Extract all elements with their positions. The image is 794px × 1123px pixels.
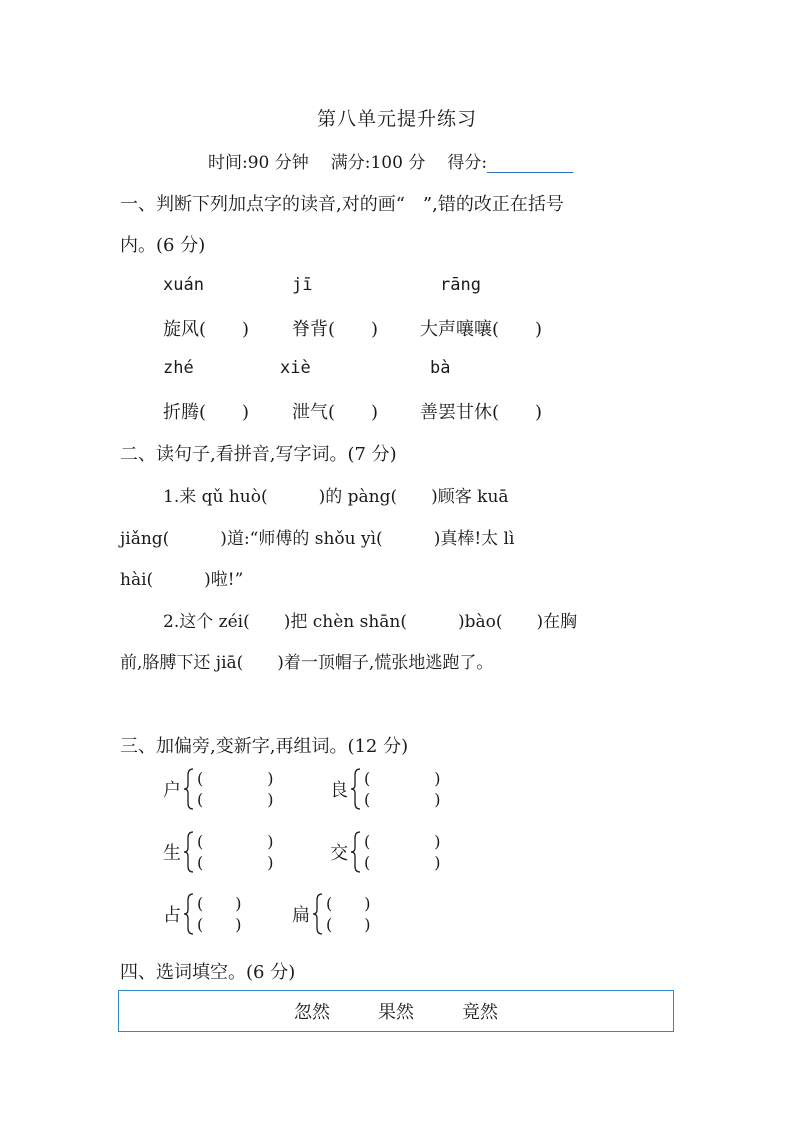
word-item: 旋风( ) xyxy=(163,319,250,340)
full-score: 满分:100 分 xyxy=(330,153,426,173)
word-option: 果然 xyxy=(378,1002,414,1023)
answer-blank[interactable]: ( ) xyxy=(197,832,274,851)
time-limit: 时间:90 分钟 xyxy=(208,153,309,173)
radical-item xyxy=(163,767,274,811)
answer-blank[interactable]: ( ) xyxy=(364,832,441,851)
q3-heading: 三、加偏旁,变新字,再组词。(12 分) xyxy=(120,736,409,757)
exam-meta xyxy=(208,148,573,173)
pinyin: xiè xyxy=(280,358,311,378)
page-title: 第八单元提升练习 xyxy=(316,108,477,130)
score-blank[interactable] xyxy=(487,152,573,173)
brace-icon xyxy=(182,830,196,874)
word-bank xyxy=(118,990,674,1032)
score-label: 得分: xyxy=(447,153,488,173)
base-char: 扁 xyxy=(292,905,310,926)
word-item: 善罢甘休( ) xyxy=(420,402,543,423)
q2-line: 前,胳膊下还 jiā( )着一顶帽子,慌张地逃跑了。 xyxy=(120,653,494,673)
word-option: 忽然 xyxy=(294,1002,330,1023)
brace-icon xyxy=(349,767,363,811)
pinyin: rāng xyxy=(440,275,481,295)
q2-line: jiǎng( )道:“师傅的 shǒu yì( )真棒!太 lì xyxy=(120,529,515,549)
answer-blank[interactable]: ( ) xyxy=(197,790,274,809)
base-char: 交 xyxy=(330,843,348,864)
q1-heading: 一、判断下列加点字的读音,对的画“ ”,错的改正在括号 xyxy=(120,194,564,215)
base-char: 良 xyxy=(330,780,348,801)
brace-icon xyxy=(182,892,196,936)
pinyin: xuán xyxy=(163,275,204,295)
q1-heading-cont: 内。(6 分) xyxy=(120,235,206,256)
base-char: 户 xyxy=(163,780,181,801)
word-item: 脊背( ) xyxy=(292,319,379,340)
q2-line: 2.这个 zéi( )把 chèn shān( )bào( )在胸 xyxy=(163,612,578,632)
q2-line: hài( )啦!” xyxy=(120,570,244,590)
pinyin: jī xyxy=(292,275,313,295)
answer-blank[interactable]: ( ) xyxy=(197,769,274,788)
base-char: 生 xyxy=(163,843,181,864)
answer-blank[interactable]: ( ) xyxy=(197,915,242,934)
answer-blank[interactable]: ( ) xyxy=(364,790,441,809)
radical-item xyxy=(292,892,371,936)
radical-item xyxy=(163,830,274,874)
answer-blank[interactable]: ( ) xyxy=(197,894,242,913)
word-option: 竟然 xyxy=(462,1002,498,1023)
answer-blank[interactable]: ( ) xyxy=(364,853,441,872)
answer-blank[interactable]: ( ) xyxy=(364,769,441,788)
radical-item xyxy=(163,892,242,936)
q2-heading: 二、读句子,看拼音,写字词。(7 分) xyxy=(120,444,397,465)
brace-icon xyxy=(349,830,363,874)
pinyin: zhé xyxy=(163,358,194,378)
base-char: 占 xyxy=(163,905,181,926)
q2-line: 1.来 qǔ huò( )的 pàng( )顾客 kuā xyxy=(163,487,509,507)
word-item: 泄气( ) xyxy=(292,402,379,423)
q4-heading: 四、选词填空。(6 分) xyxy=(120,962,296,983)
radical-item xyxy=(330,767,441,811)
brace-icon xyxy=(311,892,325,936)
answer-blank[interactable]: ( ) xyxy=(326,915,371,934)
pinyin: bà xyxy=(430,358,451,378)
answer-blank[interactable]: ( ) xyxy=(326,894,371,913)
brace-icon xyxy=(182,767,196,811)
word-item: 折腾( ) xyxy=(163,402,250,423)
answer-blank[interactable]: ( ) xyxy=(197,853,274,872)
word-item: 大声嚷嚷( ) xyxy=(420,319,543,340)
radical-item xyxy=(330,830,441,874)
